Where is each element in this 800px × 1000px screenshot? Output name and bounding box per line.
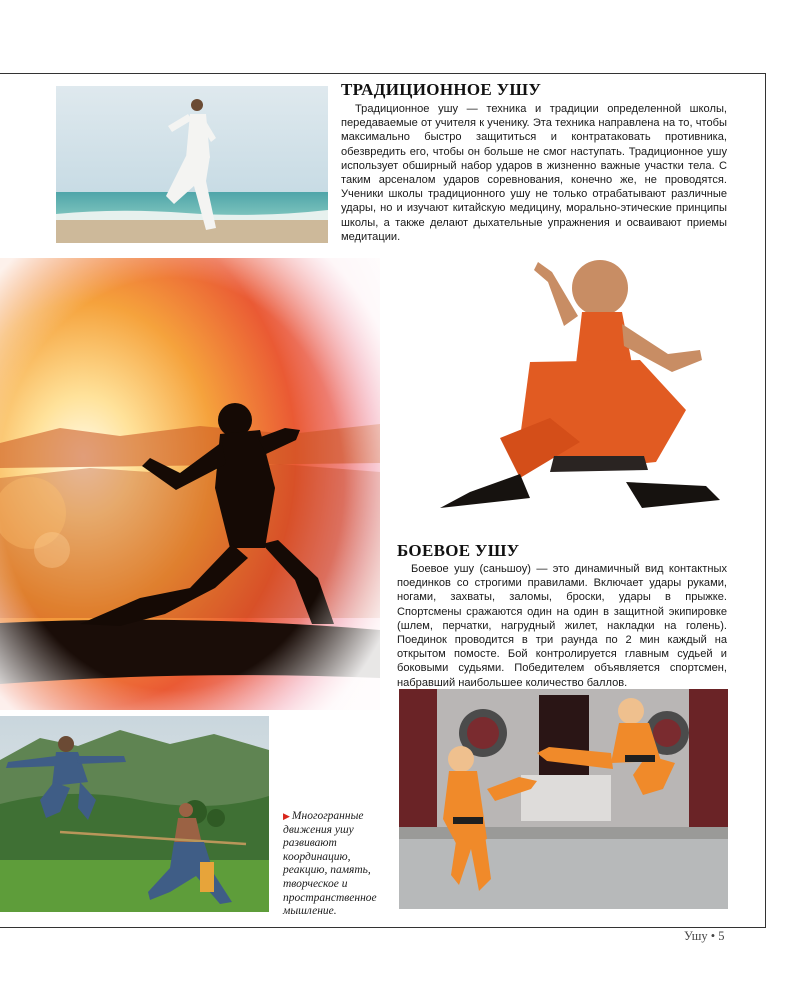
- page-folio: Ушу • 5: [684, 929, 725, 943]
- traditional-paragraph: Традиционное ушу — техника и традиции определенной школы, передаваемые от учителя к ученику. Эта техника направлена на то, чтобы максимально быстро защититься и контратаковать противника, обезвредить его, чтобы он больше не смог наступать. Традиционное ушу использует обширный набор ударов в жизненно важные участки тела. С таким арсеналом ударов соревнования, конечно же, не проводятся. Ученики школы традиционного ушу не только отрабатывают различные удары, но и изучают китайскую медицину, морально-этические принципы школы, а также делают дыхательные упражнения и осваивают приемы медитации.: [341, 103, 727, 243]
- cartoon-monks-illustration: [399, 689, 728, 909]
- monk-crouching-photo: [410, 242, 740, 522]
- photo-caption: [283, 810, 383, 919]
- caption-marker-icon: ▶: [283, 811, 290, 821]
- caption-text: Многогранные движения ушу развивают координацию, реакцию, память, творческое и пространственное мышление.: [283, 810, 377, 918]
- sunset-silhouette-photo: [0, 258, 380, 710]
- section-heading-traditional: ТРАДИЦИОННОЕ УШУ: [341, 80, 542, 99]
- combat-paragraph: Боевое ушу (саньшоу) — это динамичный вид контактных поединков со строгими правилами. Включает удары руками, ногами, захваты, заломы, броски, удары в прыжке. Спортсмены сражаются один на один в защитной экипировке (шлем, перчатки, нагрудный жилет, накладки на голень). Поединок проводится в три раунда по 2 мин каждый на открытом помосте. Бой контролируется главным судьей и боковыми судьями. Победителем объявляется спортсмен, набравший наибольшее количество баллов.: [397, 563, 727, 689]
- beach-tai-chi-photo: [56, 86, 328, 243]
- section-heading-combat: БОЕВОЕ УШУ: [397, 541, 520, 560]
- mountain-training-photo: [0, 716, 269, 912]
